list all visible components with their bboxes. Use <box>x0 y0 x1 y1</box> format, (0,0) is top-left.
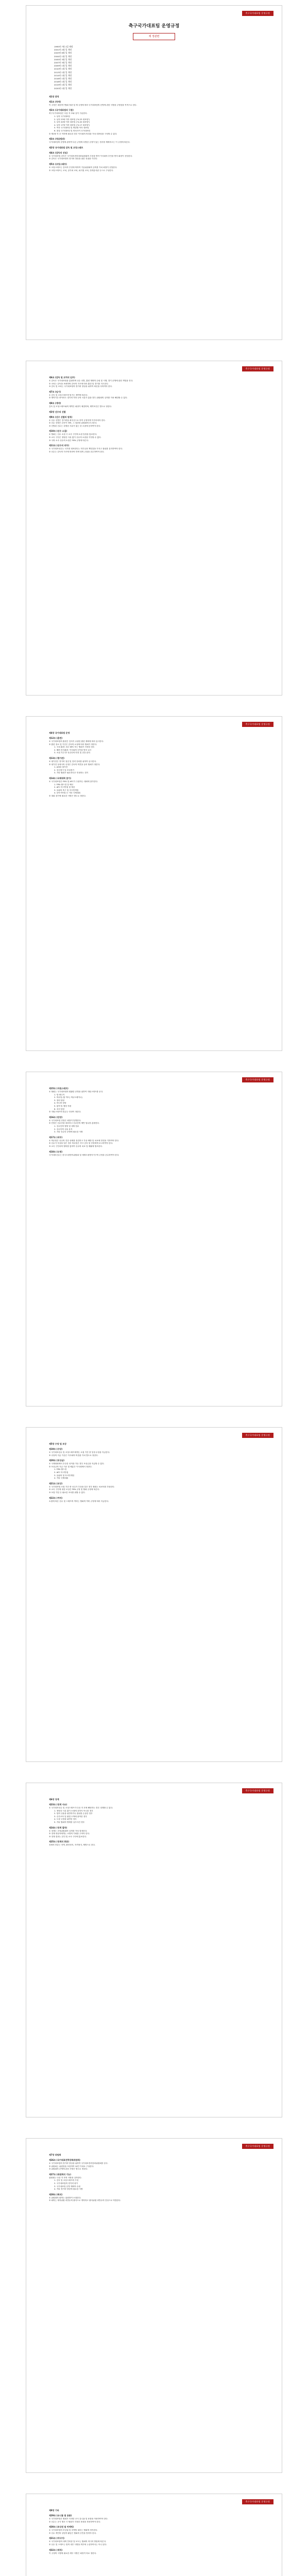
revision-item: 2005년 3월 일 개정 <box>54 58 72 61</box>
article-heading: 제27조 (위원회의 기능) <box>49 2173 71 2176</box>
article-block <box>49 95 259 98</box>
article-line: 6. 조리 담당 <box>54 1108 65 1110</box>
document-page <box>26 1427 282 1762</box>
article-heading: 제13조 (평가전) <box>49 756 64 759</box>
page-body <box>49 19 259 331</box>
article-line: ① 감독 및 코칭스태프의 임기는 계약에 따른다. <box>49 394 88 396</box>
article-line: ② 단장은 선수단을 대표하고 선수단의 제반 업무를 총괄한다. <box>49 1122 100 1125</box>
article-line: 3. 기타 선수단 운영에 필요한 사항 <box>54 1131 83 1133</box>
article-heading: 제1장 총칙 <box>49 95 59 98</box>
article-heading: 제18조 (도핑) <box>49 1150 63 1153</box>
article-line: ① 국가대표팀 감독은 국가대표전력강화위원회의 추천을 받아 이사회의 승인을 얻어 회장이 선임한다. <box>49 155 133 157</box>
article-heading: 제1조 (목적) <box>49 100 61 103</box>
article-line: ② 선수 및 스태프는 팀의 내부 사항을 외부에 누설하여서는 아니 된다. <box>49 2543 107 2546</box>
revision-item: 2007년 3월 일 개정 <box>54 61 72 64</box>
revision-item: 2018년 1월 일 개정 <box>54 80 72 83</box>
article-line: 5. 기타 협회의 명예를 실추시킨 경우 <box>54 1821 85 1823</box>
article-line: ② 지원스태프의 임무는 단장이 정한다. <box>49 1111 81 1113</box>
article-block <box>49 2193 259 2202</box>
article-block <box>49 1443 259 1446</box>
article-line: ② 훈련 장소 및 기간은 감독의 요청에 따라 협회가 정한다. <box>49 743 97 745</box>
article-line: ① 국가대표팀의 경기력 향상을 위하여 국가대표전력강화위원회를 둔다. <box>49 2162 108 2164</box>
article-line: 4. 미디어 담당 <box>54 1102 66 1105</box>
article-block <box>49 732 259 735</box>
article-line: 1. A매치 평가전 <box>54 766 68 769</box>
article-heading: 제3조 (적용범위) <box>49 138 65 141</box>
article-line: 4. 동아시안컵 등 기타 국제대회 <box>54 792 80 794</box>
article-heading: 제9조 (선수 선발의 원칙) <box>49 415 73 418</box>
article-line: ① 국가대표선수는 국가를 대표한다는 자부심과 책임감을 가지고 품위를 유지하여야 한다. <box>49 448 123 450</box>
article-line: ① 국가대표팀의 훈련은 감독이 수립한 훈련 계획에 따라 실시한다. <box>49 740 104 742</box>
revision-item: 2019년 1월 일 개정 <box>54 83 72 87</box>
article-block <box>49 163 259 172</box>
document-page <box>26 1783 282 2117</box>
article-heading: 제26조 (국가대표전력강화위원회) <box>49 2159 80 2161</box>
document-page <box>26 361 282 696</box>
revision-item: 1995년 7월 1일 제정 <box>54 45 73 48</box>
article-block <box>49 138 259 144</box>
article-line: ① 코칭스태프는 감독의 추천에 의하여 기술위원회의 심의를 거쳐 회장이 선임한다. <box>49 166 117 168</box>
document-title: 축구국가대표팀 운영규정 <box>128 24 180 29</box>
article-line: ① 국가대표팀의 대외 인터뷰 및 보도는 협회의 미디어 방침에 따른다. <box>49 2540 107 2543</box>
article-heading: 제30조 (초상권 및 마케팅) <box>49 2526 74 2529</box>
page-header-tag: 축구국가대표팀 운영규정 <box>242 2144 273 2149</box>
article-line: 3. 올림픽 및 아시안게임 <box>54 1474 75 1477</box>
article-heading: 제31조 (미디어) <box>49 2537 64 2540</box>
article-heading: 제19조 (수당) <box>49 1448 63 1450</box>
article-line: ② 선수가 부상을 입은 경우 의무팀은 즉시 감독 및 단장에게 보고하여야 한다. <box>49 1142 113 1145</box>
article-line: 위원회는 다음 각 호의 사항을 심의한다. <box>49 2176 82 2179</box>
article-line: ① 협회는 국가대표팀의 원활한 운영을 위하여 지원스태프를 둔다. <box>49 1091 104 1093</box>
revision-item: 2020년 1월 일 개정 <box>54 87 72 90</box>
article-heading: 제32조 (세칙) <box>49 2548 63 2551</box>
article-block <box>49 1087 259 1114</box>
article-block <box>49 2509 259 2512</box>
article-line: 1. 감독 및 코칭스태프의 추천 <box>54 2179 79 2182</box>
article-block <box>49 1448 259 1457</box>
article-heading: 제24조 (징계 절차) <box>49 1826 67 1829</box>
article-line: ① 국가대표팀은 협회가 지정한 공식 유니폼 및 용품을 착용하여야 한다. <box>49 2518 108 2520</box>
article-line: 1. 국내 훈련: 파주 NFC 또는 협회가 지정한 장소 <box>54 746 95 749</box>
article-line: ② 포상금의 지급 기준 및 배분은 이사회에서 정한다. <box>49 1465 92 1468</box>
page-body <box>49 730 259 1042</box>
article-line: 2. 선수단의 규율 유지 <box>54 1128 73 1130</box>
article-heading: 제20조 (포상금) <box>49 1459 64 1462</box>
article-line: ② 선수는 공식 행사 시 협회가 지정한 복장을 착용하여야 한다. <box>49 2520 101 2523</box>
article-block <box>49 1116 259 1134</box>
article-line: ① 감독은 국가대표팀을 총괄하며 선수 선발, 훈련 계획의 수립 및 시행, 경기 운영에 관한 책임을 진다. <box>49 380 133 382</box>
page-header-tag: 축구국가대표팀 운영규정 <box>242 1433 273 1438</box>
article-line: 1. 팀 매니저 <box>54 1093 65 1096</box>
article-block <box>49 1826 259 1839</box>
article-heading: 제7장 위원회 <box>49 2154 61 2156</box>
article-heading: 제17조 (의무) <box>49 1136 63 1139</box>
article-block <box>49 2159 259 2171</box>
article-line: 3. 올림픽 축구 및 아시안게임 <box>54 789 79 791</box>
article-line: 1. FIFA 월드컵 및 예선 <box>54 783 74 786</box>
page-body <box>49 2507 259 2576</box>
article-line: ① 국가대표팀 소집 기간 중 선수가 부상을 입은 경우 협회는 치료비를 부담한다. <box>49 1485 115 1488</box>
article-line: 2. 친선경기 및 초청경기 <box>54 769 75 771</box>
article-line: ② 감독은 국가대표팀의 경기력 향상을 위한 전권을 가진다. <box>49 158 98 160</box>
article-line: 6. 풋살 국가대표팀 및 비치사커 국가대표팀 <box>54 130 90 132</box>
article-line: ① 국가대표팀 단장은 회장이 임명한다. <box>49 1119 81 1122</box>
article-line: ③ 선발된 선수는 특별한 사유가 없는 한 소집에 응하여야 한다. <box>49 425 101 427</box>
article-heading: 제4조 (감독의 선임) <box>49 151 68 154</box>
article-block <box>49 1482 259 1495</box>
article-line: 4. 도핑 규정을 위반한 경우 <box>54 1818 77 1821</box>
article-line: 소집에 따른 선수 및 스태프의 여비는 협회의 여비 규정에 따라 지급한다. <box>49 1500 109 1502</box>
document-page <box>26 2494 282 2576</box>
article-line: 2. 남자 23세 이하 대표팀 ("U-23 대표팀") <box>54 118 90 121</box>
article-line: 1. 선수단의 행정 및 대외 업무 <box>54 1125 79 1127</box>
page-body <box>49 2152 259 2464</box>
article-line: ① 국제대회에서 우수한 성적을 거둔 경우 포상금을 지급할 수 있다. <box>49 1463 105 1465</box>
article-line: 감독 및 코칭스태프와의 계약은 회장이 체결하며, 계약조건은 별도로 정한다. <box>49 405 112 408</box>
article-block <box>49 1150 259 1157</box>
article-heading: 제23조 (징계 사유) <box>49 1803 67 1806</box>
article-line: 1. 남자 국가대표팀 <box>54 115 70 118</box>
article-heading: 제8조 (계약) <box>49 401 61 404</box>
article-line: 1. FIFA 월드컵 <box>54 1468 67 1471</box>
article-heading: 제14조 (국제대회 참가) <box>49 776 71 779</box>
article-block <box>49 411 259 414</box>
article-line: ② 선수는 감독의 지시에 따라야 하며 팀의 규율을 준수하여야 한다. <box>49 450 105 453</box>
article-heading: 제4장 국가대표팀 운영 <box>49 732 70 734</box>
article-block <box>49 416 259 428</box>
article-block <box>49 2537 259 2546</box>
document-page <box>26 5 282 340</box>
article-block <box>49 2526 259 2535</box>
article-line: ③ 위원회의 운영에 관한 사항은 별도로 정한다. <box>49 2168 88 2171</box>
article-block <box>49 402 259 409</box>
article-line: 이 규정의 시행에 필요한 세부 사항은 회장이 따로 정한다. <box>49 2552 97 2554</box>
article-line: 국가대표선수는 한국도핑방지위원회 및 세계도핑방지기구의 규정을 준수하여야 한다. <box>49 1154 119 1156</box>
document-stamp: 제 정관련 <box>133 33 175 40</box>
article-line: ① 징계는 공정위원회의 심의를 거쳐 결정한다. <box>49 1829 88 1832</box>
article-heading: 제3장 선수의 선발 <box>49 410 66 413</box>
page-header-tag: 축구국가대표팀 운영규정 <box>242 2499 273 2504</box>
article-heading: 제16조 (단장) <box>49 1115 63 1118</box>
article-heading: 제8장 기타 <box>49 2509 59 2512</box>
article-line: 5. 통역 및 행정 지원 <box>54 1105 72 1107</box>
article-line: ① 국가대표팀은 FIFA 및 AFC가 주관하는 대회에 참가한다. <box>49 780 98 783</box>
article-line: 2. 의무팀 (팀 닥터, 의무트레이너) <box>54 1096 83 1099</box>
article-block <box>49 1798 259 1801</box>
article-line: ② 소속 구단에 대한 보상은 FIFA 규정 및 협회 규정에 따른다. <box>49 1488 100 1491</box>
article-line: ① 국가대표선수 및 코칭스태프에게는 소집 기간 중 일정 수당을 지급한다. <box>49 1451 110 1453</box>
article-block <box>49 2154 259 2157</box>
article-block <box>49 1840 259 1847</box>
page-header-tag: 축구국가대표팀 운영규정 <box>242 366 273 371</box>
article-line: ① 국가대표팀의 초상권 및 마케팅 권리는 협회에 귀속한다. <box>49 2529 98 2532</box>
article-heading: 제2장 국가대표팀 감독 및 코칭스태프 <box>49 146 83 149</box>
page-header-tag: 축구국가대표팀 운영규정 <box>242 1788 273 1793</box>
article-line: 국가대표팀의 운영에 관하여 다른 규정에 특별한 규정이 있는 경우를 제외하고는 이 규정에 따른다. <box>49 141 130 144</box>
document-page <box>26 1072 282 1406</box>
revision-item: 2003년 6월 일 개정 <box>54 52 72 55</box>
article-line: ① 의무팀은 선수의 건강 상태를 점검하고 부상 예방 및 치료에 만전을 기하여야 한다. <box>49 1139 119 1142</box>
article-block <box>49 1459 259 1480</box>
revision-item: 2014년 1월 일 개정 <box>54 74 72 77</box>
article-line: ③ 소속 구단과의 협의를 통하여 선수의 치료 및 재활에 협조한다. <box>49 1145 103 1147</box>
revision-item: 2001년 2월 일 개정 <box>54 48 72 52</box>
page-body <box>49 1441 259 1753</box>
article-block <box>49 100 259 107</box>
page-body <box>49 1086 259 1398</box>
page-header-tag: 축구국가대표팀 운영규정 <box>242 11 273 16</box>
article-line: ① 선수 선발은 경기력을 최우선으로 하여 공정하게 이루어져야 한다. <box>49 419 106 421</box>
article-heading: 제21조 (보상) <box>49 1482 63 1485</box>
article-heading: 제22조 (여비) <box>49 1496 63 1499</box>
revision-item: 2016년 1월 일 개정 <box>54 77 72 80</box>
article-line: 3. 장비 담당 <box>54 1099 65 1101</box>
article-heading: 제10조 (선수 소집) <box>49 430 67 433</box>
article-block <box>49 2173 259 2191</box>
article-heading: 제5장 수당 및 보상 <box>49 1443 67 1445</box>
article-block <box>49 430 259 442</box>
article-heading: 제12조 (훈련) <box>49 737 63 739</box>
article-block <box>49 376 259 388</box>
article-line: ② 선수 선발은 감독이 하며, 그 결과를 위원회에 보고한다. <box>49 422 97 425</box>
article-line: 3. 승부조작 및 불법 도박에 관여한 경우 <box>54 1815 87 1818</box>
article-line: 5. 여자 국가대표팀 및 연령별 여자 대표팀 <box>54 127 89 129</box>
article-line: 4. 기타 국제대회 <box>54 1477 69 1480</box>
article-line: ② 평가전 상대국의 선정은 감독의 의견을 들어 협회가 정한다. <box>49 763 100 766</box>
document-page <box>26 716 282 1051</box>
page-header-tag: 축구국가대표팀 운영규정 <box>242 1077 273 1082</box>
article-line: 4. 기타 경기력 향상에 필요한 사항 <box>54 2188 83 2191</box>
article-heading: 제2조 (국가대표팀의 구분) <box>49 109 74 112</box>
article-line: ① 평가전은 경기력 점검 및 전력 강화를 위하여 실시한다. <box>49 760 97 762</box>
article-heading: 제25조 (징계의 종류) <box>49 1840 70 1843</box>
article-line: 3. 소집 기간 중 선수단의 안전 및 건강 관리 <box>54 752 90 754</box>
article-line: 3. 기타 협회가 필요하다고 인정하는 경기 <box>54 772 89 774</box>
revision-item: 2009년 1월 일 개정 <box>54 64 72 67</box>
article-line: ③ 징계 결과는 본인 및 소속 구단에 통보한다. <box>49 1835 87 1838</box>
article-line: ② 선수 개인의 상업적 활동은 협회의 승인을 얻어야 한다. <box>49 2532 97 2534</box>
article-line: ② 코칭스태프는 코치, 골키퍼 코치, 피지컬 코치, 전력분석관 등으로 구성한다. <box>49 169 114 172</box>
article-line: 2. 국가대표팀의 경기력 평가 <box>54 2182 78 2184</box>
article-line: 3. 국가대표팀 운영 계획의 수립 <box>54 2185 80 2188</box>
article-heading: 제7조 (임기) <box>49 390 61 393</box>
revision-item: 2010년 1월 일 개정 <box>54 67 72 71</box>
article-line: ② 소속 구단은 정당한 사유 없이 선수의 소집을 거부할 수 없다. <box>49 436 101 438</box>
article-line: 2. 팀의 규율을 위반하거나 품위를 손상한 경우 <box>54 1812 93 1815</box>
article-block <box>49 777 259 798</box>
article-line: ② 제1항 각 호 이외에 필요한 경우 이사회의 의결을 거쳐 대표팀을 구성할 수 있다. <box>49 132 117 135</box>
article-line: 4. 남자 17세 이하 대표팀 ("U-17 대표팀") <box>54 124 90 126</box>
document-page <box>26 2138 282 2473</box>
article-line: 2. AFC 아시안컵 <box>54 1471 69 1473</box>
article-line: ① 위원회의 회의는 위원장이 소집한다. <box>49 2196 81 2199</box>
article-block <box>49 109 259 135</box>
page-header-tag: 축구국가대표팀 운영규정 <box>242 722 273 727</box>
article-line: ③ 국외 소속 선수의 소집은 FIFA 규정에 따른다. <box>49 439 89 442</box>
article-block <box>49 1136 259 1148</box>
article-line: 3. 남자 20세 이하 대표팀 ("U-20 대표팀") <box>54 121 90 124</box>
article-line: 2. AFC 아시안컵 및 예선 <box>54 786 75 789</box>
article-line: ② 회의는 재적위원 과반수의 출석으로 개의하고 출석위원 과반수의 찬성으로 의결한다. <box>49 2199 121 2202</box>
article-heading: 제5조 (코칭스태프) <box>49 162 67 165</box>
article-line: 축구국가대표팀은 다음 각 호와 같이 구분한다. <box>49 112 88 115</box>
article-heading: 제11조 (선수의 의무) <box>49 444 70 447</box>
article-line: ② 징계 대상자에게는 소명의 기회를 주어야 한다. <box>49 1833 90 1835</box>
article-block <box>49 757 259 775</box>
page-body <box>49 375 259 687</box>
page-body <box>49 1797 259 2109</box>
article-line: ① 협회는 선수 소집 시 소속 구단에 소집 일정을 통보한다. <box>49 433 97 436</box>
article-line: 1. 정당한 사유 없이 소집에 응하지 아니한 경우 <box>54 1809 93 1812</box>
article-line: 징계의 종류는 견책, 출전정지, 자격정지, 제명으로 한다. <box>49 1844 96 1846</box>
article-heading: 제6장 징계 <box>49 1798 59 1801</box>
article-line: ③ 보험 가입 등 필요한 조치를 취할 수 있다. <box>49 1491 85 1494</box>
article-block <box>49 151 259 161</box>
article-line: ② 대회 참가에 필요한 사항은 별도로 정한다. <box>49 794 87 797</box>
article-heading: 제6조 (감독 및 코치의 임무) <box>49 376 75 379</box>
article-block <box>49 1497 259 1503</box>
article-line: ② 위원회는 위원장을 포함하여 10인 이내로 구성한다. <box>49 2165 94 2167</box>
revision-item: 2004년 1월 일 개정 <box>54 55 72 58</box>
article-block <box>49 391 259 400</box>
article-line: ① 국가대표선수 및 코칭스태프가 다음 각 호에 해당하는 경우 징계할 수 있다. <box>49 1807 113 1809</box>
article-block <box>49 2549 259 2555</box>
article-line: 이 규정은 대한축구협회 정관 및 제 규정에 따라 국가대표팀의 운영에 관한 사항을 규정함을 목적으로 한다. <box>49 104 137 106</box>
article-line: ② 계약기간 중이라도 경기력 저하 등의 사유가 있을 경우 위원회의 심의를 거쳐 해임할 수 있다. <box>49 397 128 399</box>
article-block <box>49 444 259 453</box>
article-line: ② 코치는 감독을 보좌하며 감독의 지시에 따라 훈련 및 경기를 지도한다. <box>49 382 109 385</box>
revision-history <box>54 45 259 90</box>
article-heading: 제29조 (유니폼 및 용품) <box>49 2514 72 2517</box>
article-line: 2. 해외 전지훈련: 이사회의 승인을 얻어 실시 <box>54 749 92 751</box>
article-block <box>49 2514 259 2523</box>
article-heading: 제15조 (지원스태프) <box>49 1087 69 1090</box>
article-heading: 제28조 (회의) <box>49 2193 63 2196</box>
article-block <box>49 146 259 149</box>
article-line: ② 수당의 지급 기준은 이사회의 의결을 거쳐 별도로 정한다. <box>49 1454 98 1456</box>
revision-item: 2013년 1월 일 개정 <box>54 71 72 74</box>
article-block <box>49 737 259 755</box>
article-line: ③ 감독 및 코치는 국가대표팀의 경기력 향상을 위하여 최선을 다하여야 한다. <box>49 385 113 388</box>
article-block <box>49 1803 259 1824</box>
